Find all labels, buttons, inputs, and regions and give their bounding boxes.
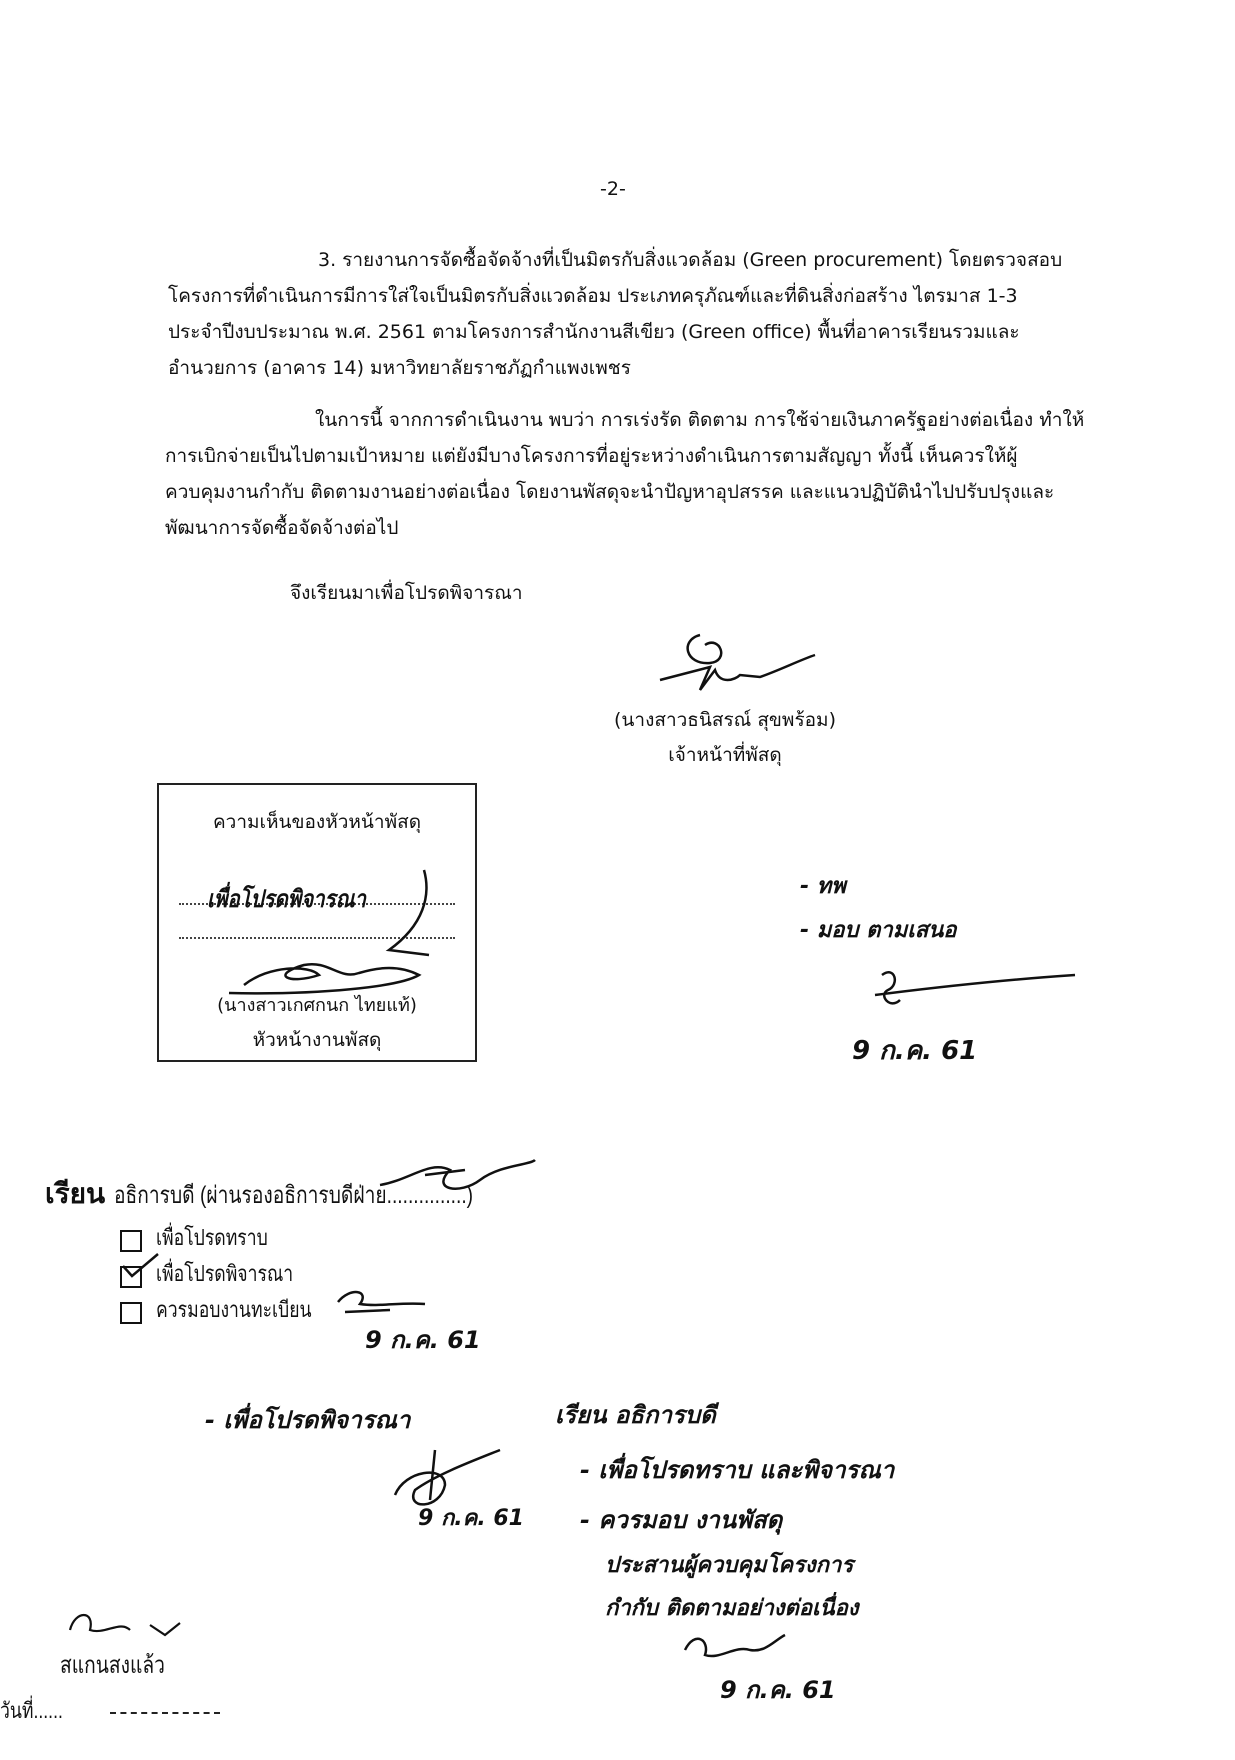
item-3-line-1: 3. รายงานการจัดซื้อจัดจ้างที่เป็นมิตรกับสิ่งแวดล้อม (Green procurement) โดยตรวจสอบ xyxy=(318,249,1063,271)
routing-option-2-label: เพื่อโปรดพิจารณา xyxy=(156,1261,294,1286)
routing-option-2 xyxy=(120,1256,327,1291)
head-opinion-title: ความเห็นของหัวหน้าพัสดุ xyxy=(212,811,422,833)
right-annotation-line-2: - มอบ ตามเสนอ xyxy=(800,918,957,943)
check-mark-icon xyxy=(120,1252,160,1282)
head-signature xyxy=(199,855,449,1005)
head-position: หัวหน้างานพัสดุ xyxy=(252,1029,382,1051)
conclusion-line-1: ในการนี้ จากการดำเนินงาน พบว่า การเร่งรัด ติดตาม การใช้จ่ายเงินภาครัฐอย่างต่อเนื่อง ทำให้ xyxy=(315,409,1085,431)
right-annotation-date: 9 ก.ค. 61 xyxy=(852,1036,978,1066)
conclusion-line-3: ควบคุมงานกำกับ ติดตามงานอย่างต่อเนื่อง โดยงานพัสดุจะนำปัญหาอุปสรรค และแนวปฏิบัตินำไปปรับปรุงและ xyxy=(165,481,1055,503)
conclusion-line-4: พัฒนาการจัดซื้อจัดจ้างต่อไป xyxy=(165,517,399,539)
vp-note-date: 9 ก.ค. 61 xyxy=(418,1506,524,1531)
item-3-line-4: อำนวยการ (อาคาร 14) มหาวิทยาลัยราชภัฏกำแพงเพชร xyxy=(168,357,631,379)
head-opinion-box xyxy=(157,783,477,1062)
page-number: -2- xyxy=(600,178,626,200)
president-note-line-2: - ควรมอบ งานพัสดุ xyxy=(580,1506,783,1534)
conclusion-line-2: การเบิกจ่ายเป็นไปตามเป้าหมาย แต่ยังมีบางโครงการที่อยู่ระหว่างดำเนินการตามสัญญา ทั้งนี้ เห็นควรให้ผู้ xyxy=(165,445,1018,467)
item-3-line-2: โครงการที่ดำเนินการมีการใส่ใจเป็นมิตรกับสิ่งแวดล้อม ประเภทครุภัณฑ์และที่ดินสิ่งก่อสร้าง ไตรมาส 1-3 xyxy=(168,285,1018,307)
checkbox-option-1[interactable] xyxy=(120,1230,142,1252)
item-3-paragraph xyxy=(168,242,1098,386)
president-note-heading: เรียน อธิการบดี xyxy=(555,1401,716,1429)
routing-initial-signature xyxy=(330,1282,430,1322)
routing-vp-signature xyxy=(370,1150,540,1210)
routing-addressee: อธิการบดี (ผ่านรองอธิการบดีฝ่าย...............) xyxy=(114,1182,474,1209)
signatory-name: (นางสาวธนิสรณ์ สุขพร้อม) xyxy=(614,709,836,731)
closing-line: จึงเรียนมาเพื่อโปรดพิจารณา xyxy=(290,582,523,604)
routing-prefix: เรียน xyxy=(45,1178,106,1209)
signatory-signature xyxy=(640,625,820,705)
conclusion-paragraph xyxy=(165,402,1095,546)
scan-date-underline xyxy=(110,1712,220,1714)
item-3-line-3: ประจำปีงบประมาณ พ.ศ. 2561 ตามโครงการสำนักงานสีเขียว (Green office) พื้นที่อาคารเรียนรวมและ xyxy=(168,321,1020,343)
routing-date: 9 ก.ค. 61 xyxy=(365,1326,481,1354)
routing-option-3 xyxy=(120,1292,350,1327)
right-annotation-line-1: - ทพ xyxy=(800,874,846,899)
vp-note-text: - เพื่อโปรดพิจารณา xyxy=(205,1406,411,1434)
routing-option-1 xyxy=(120,1220,296,1255)
president-note-date: 9 ก.ค. 61 xyxy=(720,1676,836,1704)
right-annotation-signature xyxy=(870,960,1080,1020)
checkbox-option-3[interactable] xyxy=(120,1302,142,1324)
president-note-line-3: ประสานผู้ควบคุมโครงการ xyxy=(605,1553,854,1578)
routing-option-3-label: ควรมอบงานทะเบียน xyxy=(156,1297,312,1322)
scan-initials-signature xyxy=(60,1605,190,1645)
scan-stamp-line-1: สแกนสงแล้ว xyxy=(60,1652,165,1679)
president-note-line-4: กำกับ ติดตามอย่างต่อเนื่อง xyxy=(605,1596,859,1621)
president-signature xyxy=(680,1625,790,1670)
head-name: (นางสาวเกศกนก ไทยแท้) xyxy=(217,995,417,1016)
head-handwritten-note: เพื่อโปรดพิจารณา xyxy=(207,885,366,913)
president-note-line-1: - เพื่อโปรดทราบ และพิจารณา xyxy=(580,1456,895,1484)
scan-stamp-line-2: วันที่...... xyxy=(0,1698,63,1723)
signatory-position: เจ้าหน้าที่พัสดุ xyxy=(668,744,782,766)
routing-option-1-label: เพื่อโปรดทราบ xyxy=(156,1225,268,1250)
